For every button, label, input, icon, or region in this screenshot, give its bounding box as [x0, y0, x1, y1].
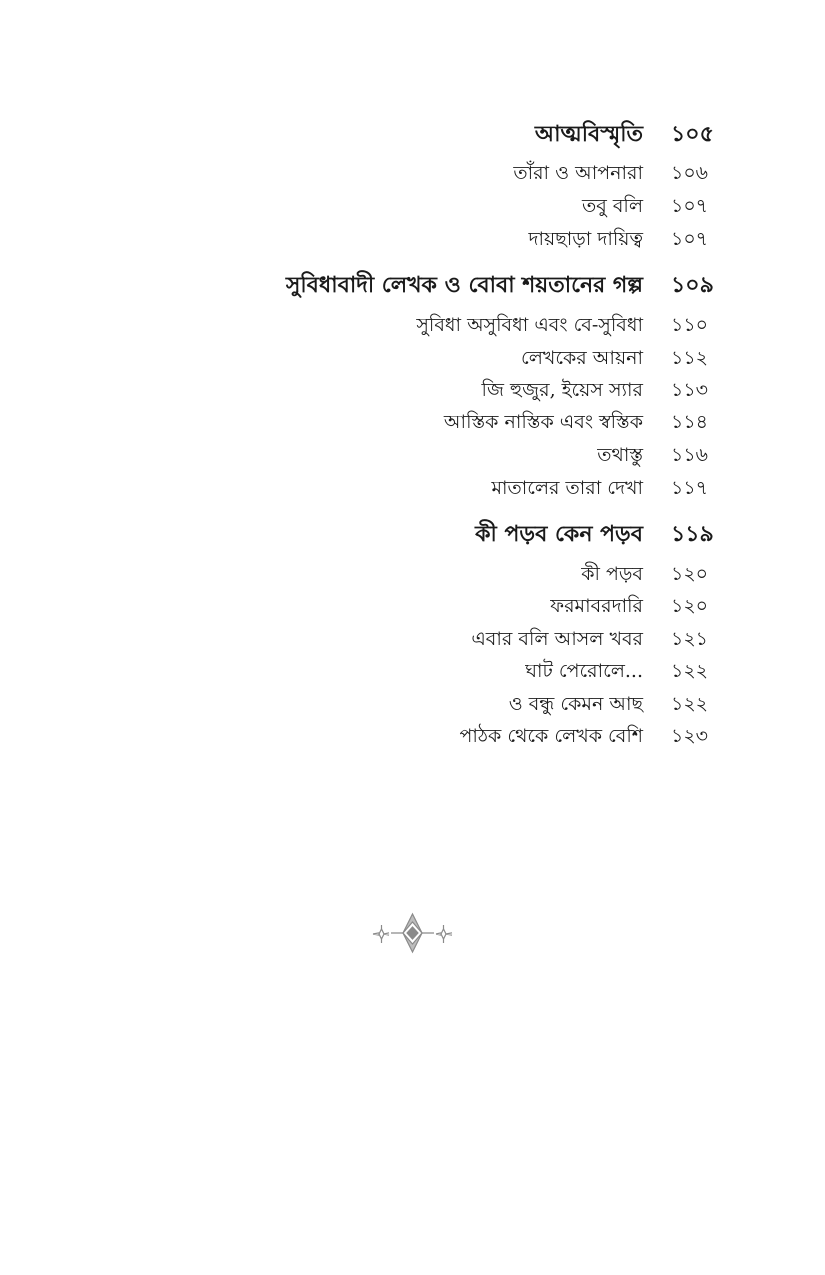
toc-page-number: ১০৯	[671, 272, 714, 298]
toc-page-number: ১০৭	[671, 195, 709, 217]
toc-section-title: সুবিধাবাদী লেখক ও বোবা শয়তানের গল্প	[285, 272, 643, 298]
toc-entry-row	[0, 439, 825, 471]
toc-entry-title: ও বন্ধু কেমন আছ	[508, 693, 643, 715]
star-ornament-icon	[365, 908, 460, 958]
toc-page-number: ১১৬	[671, 444, 709, 466]
toc-entry-title: লেখকের আয়না	[521, 347, 643, 369]
toc-entry-row	[0, 406, 825, 438]
toc-entry-title: কী পড়ব	[581, 563, 643, 585]
toc-page-number: ১২৩	[671, 725, 709, 747]
toc-page-number: ১০৬	[671, 162, 709, 184]
toc-entry-title: তাঁরা ও আপনারা	[513, 162, 643, 184]
toc-entry-title: ফরমাবরদারি	[550, 595, 643, 617]
toc-page-number: ১০৭	[671, 228, 709, 250]
toc-entry-title: এবার বলি আসল খবর	[471, 628, 643, 650]
toc-entry-row	[0, 590, 825, 622]
toc-section-title: কী পড়ব কেন পড়ব	[475, 521, 643, 547]
toc-page-number: ১২২	[671, 660, 709, 682]
toc-entry-title: দায়ছাড়া দায়িত্ব	[528, 228, 643, 250]
toc-entry-title: সুবিধা অসুবিধা এবং বে-সুবিধা	[416, 314, 643, 336]
toc-entry-row	[0, 720, 825, 752]
toc-page-number: ১২০	[671, 563, 709, 585]
toc-page-number: ১১৩	[671, 379, 709, 401]
toc-entry-row	[0, 558, 825, 590]
toc-entry-title: ঘাট পেরোলে...	[525, 660, 643, 682]
toc-page-number: ১২১	[671, 628, 709, 650]
toc-section-title: আত্মবিস্মৃতি	[534, 121, 643, 147]
toc-page-number: ১২২	[671, 693, 709, 715]
toc-entry-title: তথাস্তু	[597, 444, 643, 466]
toc-section-row	[0, 518, 825, 550]
toc-entry-row	[0, 190, 825, 222]
toc-page-number: ১১৪	[671, 411, 708, 433]
toc-page-number: ১১০	[671, 314, 709, 336]
toc-entry-row	[0, 157, 825, 189]
toc-entry-title: মাতালের তারা দেখা	[491, 477, 643, 499]
toc-page-number: ১১২	[671, 347, 709, 369]
toc-entry-row	[0, 309, 825, 341]
toc-entry-row	[0, 223, 825, 255]
toc-entry-row	[0, 688, 825, 720]
toc-entry-row	[0, 472, 825, 504]
toc-entry-title: পাঠক থেকে লেখক বেশি	[459, 725, 643, 747]
toc-entry-row	[0, 342, 825, 374]
toc-section-row	[0, 269, 825, 301]
toc-page-number: ১২০	[671, 595, 709, 617]
toc-entry-title: জি হুজুর, ইয়েস স্যার	[481, 379, 643, 401]
toc-entry-row	[0, 623, 825, 655]
toc-page-number: ১০৫	[671, 121, 714, 147]
toc-page-number: ১১৯	[671, 521, 714, 547]
toc-page-number: ১১৭	[671, 477, 709, 499]
toc-entry-row	[0, 655, 825, 687]
toc-entry-row	[0, 374, 825, 406]
toc-entry-title: তবু বলি	[581, 195, 643, 217]
toc-entry-title: আস্তিক নাস্তিক এবং স্বস্তিক	[443, 411, 643, 433]
toc-section-row	[0, 118, 825, 150]
